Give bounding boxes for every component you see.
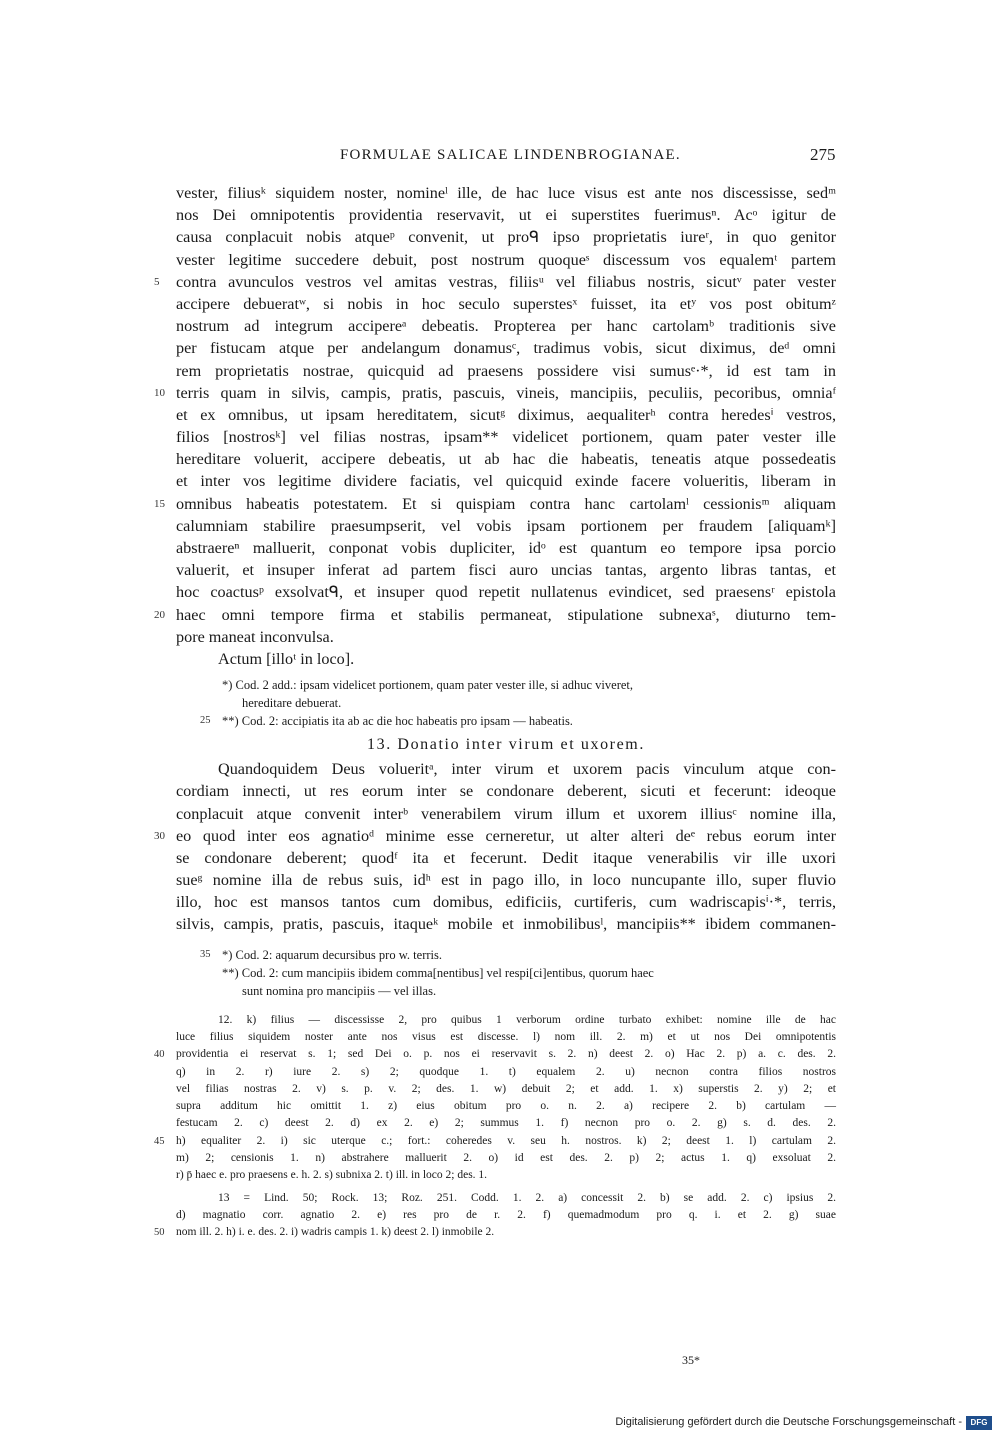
footnote-line [222, 694, 836, 712]
body-text-line [176, 226, 836, 248]
body-text-line [176, 648, 836, 670]
body-text-line-text: haec omni tempore firma et stabilis permaneat, stipulatione subnexaˢ, diuturno tem- [176, 605, 836, 624]
body-text-line-text: Actum [illoᵗ in loco]. [218, 649, 355, 668]
footnote-line [200, 946, 836, 964]
body-text-line-text: hoc coactusᵖ exsolvatᑫ, et insuper quod repetit nullatenus evindicet, sed praesensʳ epistola [176, 583, 836, 602]
apparatus-line-text: m) 2; censionis 1. n) abstrahere malluerit 2. o) id est des. 2. p) 2; actus 1. q) exsoluat 2. [176, 1152, 836, 1164]
body-text-line-text: cordiam innecti, ut res eorum inter se condonare deberent, sicuti et fecerunt: ideoque [176, 782, 836, 801]
line-number: 15 [154, 497, 165, 510]
body-text-line [176, 559, 836, 581]
footnote-line-text: *) Cod. 2 add.: ipsam videlicet portionem, quam pater vester ille, si adhuc viveret, [222, 678, 633, 693]
body-text-line [176, 913, 836, 935]
formula-13-text [154, 758, 836, 936]
footnote-line [200, 712, 836, 730]
apparatus-formula-13 [154, 1190, 836, 1242]
body-text-line-text: Quandoquidem Deus volueritᵃ, inter virum et uxorem pacis vinculum atque con- [218, 760, 836, 779]
apparatus-line-text: providentia ei reservat s. 1; sed Dei o. p. nos ei reservavit s. 2. n) deest 2. o) Hac 2. p) a. c. des. 2. [176, 1048, 836, 1061]
body-text-line-text: hereditare voluerit, accipere debeatis, ut ab hac die habeatis, teneatis atque possedeatis [176, 450, 836, 469]
body-text-line [154, 493, 836, 515]
apparatus-line [154, 1133, 836, 1150]
body-text-line-text: vester, filiusᵏ siquidem noster, nomineˡ ille, de hac luce visus est ante nos discessisse, sedᵐ [176, 184, 836, 202]
apparatus-line [176, 1098, 836, 1115]
body-text-line [176, 470, 836, 492]
body-text-line [176, 803, 836, 825]
dfg-logo: DFG [966, 1416, 992, 1430]
body-text-line-text: vester legitime succedere debuit, post nostrum quoqueˢ discessum vos equalemᵗ partem [176, 250, 836, 269]
running-head: FORMULAE SALICAE LINDENBROGIANAE. [340, 147, 681, 163]
body-text-line [176, 182, 836, 204]
body-text-line-text: abstraereⁿ malluerit, conponat vobis dupliciter, idᵒ est quantum eo tempore ipsa porcio [176, 539, 836, 557]
body-text-line-text: et inter vos legitime dividere faciatis, vel quicquid exinde facere volueritis, liberam in [176, 472, 836, 491]
body-text-line [176, 891, 836, 913]
body-text-line-text: contra avunculos vestros vel amitas vestras, filiisᵘ vel filiabus nostris, sicutᵛ pater vester [176, 272, 836, 291]
apparatus-line-text: 13 = Lind. 50; Rock. 13; Roz. 251. Codd. 1. 2. a) concessit 2. b) se add. 2. c) ipsius 2. [218, 1191, 836, 1204]
body-text-line [176, 869, 836, 891]
body-text-line [176, 581, 836, 603]
body-text-line [176, 758, 836, 780]
body-text-line-text: per fistucam atque per andelangum donamusᶜ, tradimus vobis, sicut diximus, deᵈ omni [176, 339, 836, 358]
line-number: 20 [154, 608, 165, 621]
body-text-line-text: causa conplacuit nobis atqueᵖ convenit, ut proᑫ ipso proprietatis iureʳ, in quo genitor [176, 228, 836, 247]
body-text-line-text: filios [nostrosᵏ] vel filias nostras, ipsam** videlicet portionem, quam pater vester ille [176, 428, 836, 447]
body-text-line [176, 780, 836, 802]
apparatus-line [176, 1190, 836, 1207]
body-text-line [176, 847, 836, 869]
body-text-line [154, 604, 836, 626]
section-heading-13: 13. Donatio inter virum et uxorem. [367, 736, 645, 754]
body-text-line-text: omnibus habeatis potestatem. Et si quispiam contra hanc cartolamˡ cessionisᵐ aliquam [176, 494, 836, 513]
page-number: 275 [810, 145, 836, 164]
body-text-line [176, 537, 836, 559]
apparatus-line [176, 1029, 836, 1046]
line-number: 30 [154, 829, 165, 842]
apparatus-line [176, 1081, 836, 1098]
line-number: 45 [154, 1135, 165, 1147]
apparatus-line [176, 1012, 836, 1029]
apparatus-line [176, 1167, 836, 1184]
body-text-line-text: nos Dei omnipotentis providentia reservavit, ut ei superstites fuerimusⁿ. Acᵒ igitur de [176, 206, 836, 225]
line-number: 40 [154, 1049, 165, 1061]
digitization-credit: Digitalisierung gefördert durch die Deutsche Forschungsgemeinschaft - [615, 1416, 962, 1428]
footnote-line-text: hereditare debuerat. [242, 696, 342, 711]
apparatus-line-text: festucam 2. c) deest 2. d) ex 2. e) 2; summus 1. f) necnon pro o. 2. g) s. d. des. 2. [176, 1117, 836, 1130]
body-text-line-text: nostrum ad integrum accipereᵃ debeatis. Propterea per hanc cartolamᵇ traditionis sive [176, 317, 836, 336]
apparatus-line-text: r) p̄ haec e. pro praesens e. h. 2. s) subnixa 2. t) ill. in loco 2; des. 1. [176, 1169, 488, 1182]
body-text-line-text: calumniam stabilire praesumpserit, vel vobis ipsam portionem per fraudem [aliquamᵏ] [176, 516, 836, 535]
body-text-line [176, 626, 836, 648]
apparatus-line-text: q) in 2. r) iure 2. s) 2; quodque 1. t) equalem 2. u) necnon contra filios nostros [176, 1065, 836, 1078]
body-text-line-text: sueᵍ nomine illa de rebus suis, idʰ est in pago illo, in loco nuncupante illo, super fluvio [176, 871, 836, 890]
apparatus-line [154, 1224, 836, 1241]
body-text-line [176, 315, 836, 337]
body-text-line [176, 448, 836, 470]
apparatus-line-text: luce filius siquidem noster ante nos visus est discesse. l) nom ill. 2. m) et ut nos Dei omnipotentis [176, 1030, 836, 1043]
body-text-line [176, 337, 836, 359]
body-text-line-text: terris quam in silvis, campis, pratis, pascuis, vineis, mancipiis, peculiis, pecoribus, omniaᶠ [176, 383, 836, 402]
footnote-line-text: *) Cod. 2: aquarum decursibus pro w. terris. [222, 947, 442, 962]
body-text-line-text: illo, hoc est mansos tantos cum domibus, edificiis, curtiferis, cum wadriscapisⁱ·*, terris, [176, 893, 836, 912]
footnote-line-text: **) Cod. 2: accipiatis ita ab ac die hoc habeatis pro ipsam — habeatis. [222, 714, 573, 729]
apparatus-line-text: d) magnatio corr. agnatio 2. e) res pro de r. 2. f) quemadmodum pro q. i. et 2. g) suae [176, 1208, 836, 1221]
apparatus-line [176, 1150, 836, 1167]
apparatus-line-text: supra additum hic omittit 1. z) eius obitum pro o. n. 2. a) recipere 2. b) cartulam — [176, 1100, 836, 1113]
footnote-line [222, 982, 836, 1000]
signature-mark: 35* [682, 1353, 700, 1367]
apparatus-line-text: 12. k) filius — discessisse 2, pro quibus 1 verborum ordine turbato exhibet: nomine ille de hac [218, 1013, 836, 1026]
body-text-line-text: se condonare deberent; quodᶠ ita et fecerunt. Dedit itaque venerabilis vir ille uxori [176, 848, 836, 867]
body-text-line [176, 515, 836, 537]
body-text-line-text: pore maneat inconvulsa. [176, 627, 334, 646]
line-number: 50 [154, 1227, 165, 1239]
footnote-line [222, 676, 836, 694]
body-text-line [154, 271, 836, 293]
line-number: 25 [200, 715, 211, 727]
footnote-line [222, 964, 836, 982]
main-text-column [154, 182, 836, 1241]
body-text-line [176, 249, 836, 271]
body-text-line-text: valuerit, et insuper inferat ad partem fisci auro uncias tantas, argento libras tantas, et [176, 561, 836, 580]
formula-12-text [154, 182, 836, 670]
body-text-line-text: et ex omnibus, ut ipsam hereditatem, sicutᵍ diximus, aequaliterʰ contra heredesⁱ vestros, [176, 405, 836, 424]
apparatus-line [154, 1046, 836, 1063]
body-text-line [176, 360, 836, 382]
body-text-line [176, 426, 836, 448]
body-text-line-text: conplacuit atque convenit interᵇ venerabilem virum illum et uxorem illiusᶜ nomine illa, [176, 804, 836, 823]
line-number: 35 [200, 948, 211, 960]
body-text-line [176, 404, 836, 426]
line-number: 10 [154, 386, 165, 399]
body-text-line [154, 825, 836, 847]
body-text-line [154, 382, 836, 404]
footnotes-formula-13 [176, 946, 836, 1000]
apparatus-line [176, 1115, 836, 1132]
apparatus-line [176, 1064, 836, 1081]
body-text-line-text: silvis, campis, pratis, pascuis, itaqueᵏ mobile et inmobilibusˡ, mancipiis** ibidem commanen- [176, 915, 836, 934]
body-text-line [176, 293, 836, 315]
footnotes-formula-12 [176, 676, 836, 730]
apparatus-line-text: vel filias nostras 2. v) s. p. v. 2; des. 1. w) debuit 2; et add. 1. x) superstis 2. y) 2; et [176, 1082, 836, 1095]
body-text-line-text: eo quod inter eos agnatioᵈ minime esse cerneretur, ut alter alteri deᵉ rebus eorum inter [176, 826, 836, 845]
line-number: 5 [154, 275, 160, 288]
footnote-line-text: **) Cod. 2: cum mancipiis ibidem comma[nentibus] vel respi[ci]entibus, quorum haec [222, 965, 654, 980]
body-text-line-text: accipere debueratʷ, si nobis in hoc seculo superstesˣ fuisset, ita etʸ vos post obitumᶻ [176, 294, 836, 313]
apparatus-line [176, 1207, 836, 1224]
body-text-line [176, 204, 836, 226]
apparatus-line-text: nom ill. 2. h) i. e. des. 2. i) wadris campis 1. k) deest 2. l) inmobile 2. [176, 1226, 495, 1239]
apparatus-formula-12 [154, 1012, 836, 1185]
footnote-line-text: sunt nomina pro mancipiis — vel illas. [242, 983, 437, 998]
body-text-line-text: rem proprietatis nostrae, quicquid ad praesens possidere visi sumusᵉ·*, id est tam in [176, 361, 836, 380]
apparatus-line-text: h) equaliter 2. i) sic uterque c.; fort.: coheredes v. seu h. nostros. k) 2; deest 1. l) cartulam 2. [176, 1134, 836, 1147]
